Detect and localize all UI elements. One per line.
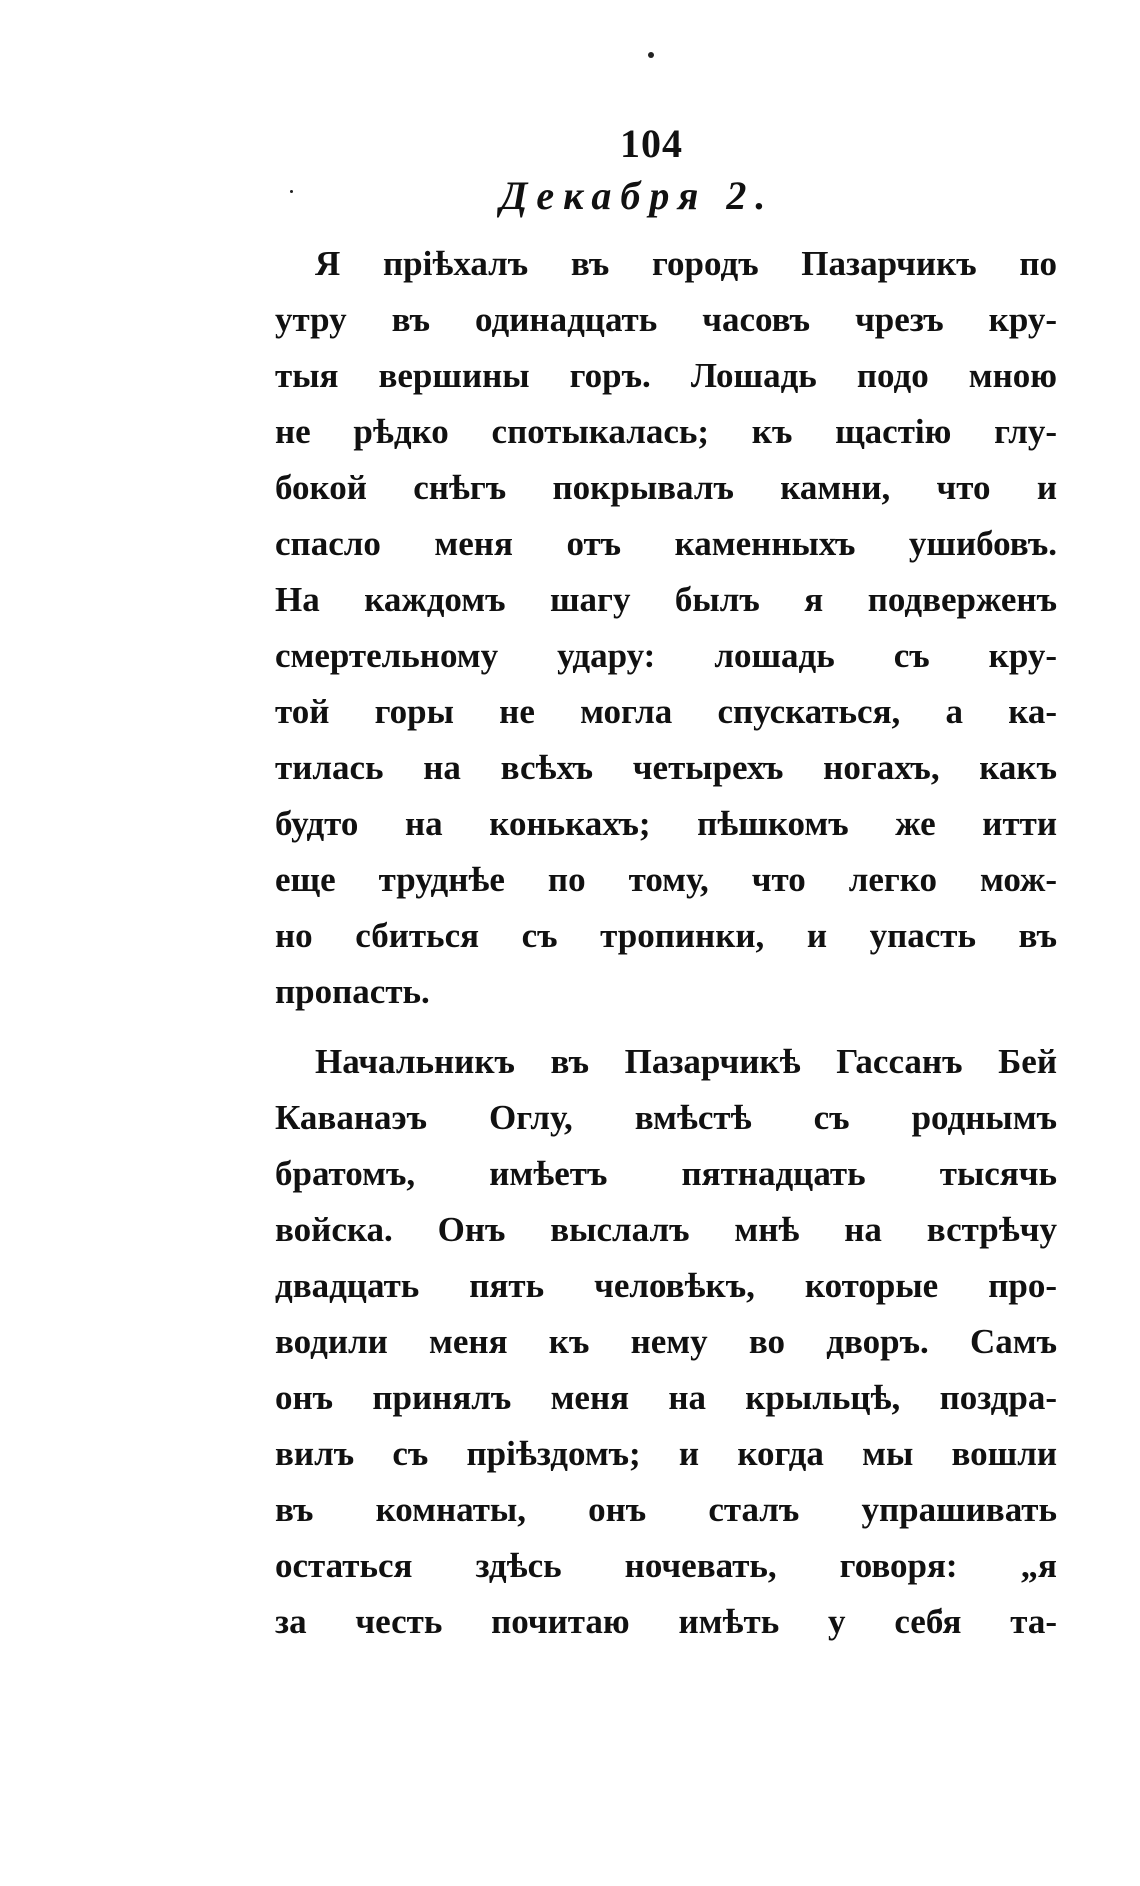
ink-speck (648, 52, 654, 58)
text-line: пропасть. (275, 972, 430, 1011)
text-line: спасло меня отъ каменныхъ ушибовъ. (275, 524, 1057, 563)
text-line: двадцать пять человѣкъ, которые про- (275, 1266, 1057, 1305)
text-line: той горы не могла спускаться, а ка- (275, 692, 1057, 731)
text-line: братомъ, имѣетъ пятнадцать тысячь (275, 1154, 1057, 1193)
text-line: тыя вершины горъ. Лошадь подо мною (275, 356, 1057, 395)
text-line: Начальникъ въ Пазарчикѣ Гассанъ Бей (315, 1042, 1057, 1081)
text-line: На каждомъ шагу былъ я подверженъ (275, 580, 1057, 619)
text-line: Каванаэъ Оглу, вмѣстѣ съ роднымъ (275, 1098, 1057, 1137)
text-line: войска. Онъ выслалъ мнѣ на встрѣчу (275, 1210, 1057, 1249)
ink-speck (290, 190, 293, 193)
text-line: вилъ съ пріѣздомъ; и когда мы вошли (275, 1434, 1057, 1473)
text-line: но сбиться съ тропинки, и упасть въ (275, 916, 1057, 955)
text-line: утру въ одинадцать часовъ чрезъ кру- (275, 300, 1057, 339)
text-line: водили меня къ нему во дворъ. Самъ (275, 1322, 1057, 1361)
page-number: 104 (620, 121, 683, 166)
text-line: за честь почитаю имѣть у себя та- (275, 1602, 1057, 1641)
text-line: въ комнаты, онъ сталъ упрашивать (275, 1490, 1057, 1529)
text-line: тилась на всѣхъ четырехъ ногахъ, какъ (275, 748, 1057, 787)
text-line: смертельному удару: лошадь съ кру- (275, 636, 1057, 675)
text-line: еще труднѣе по тому, что легко мож- (275, 860, 1057, 899)
text-line: Я пріѣхалъ въ городъ Пазарчикъ по (315, 244, 1057, 283)
text-line: онъ принялъ меня на крыльцѣ, поздра- (275, 1378, 1057, 1417)
text-line: не рѣдко спотыкалась; къ щастію глу- (275, 412, 1057, 451)
date-heading: Декабря 2. (500, 173, 775, 218)
text-line: бокой снѣгъ покрывалъ камни, что и (275, 468, 1057, 507)
text-line: остаться здѣсь ночевать, говоря: „я (275, 1546, 1057, 1585)
text-line: будто на конькахъ; пѣшкомъ же итти (275, 804, 1057, 843)
